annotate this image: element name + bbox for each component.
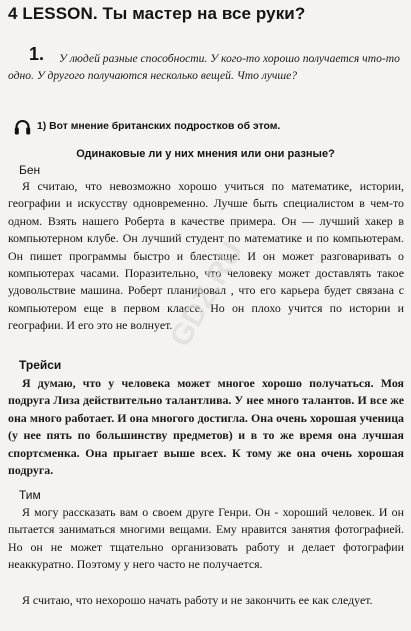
speaker-name-ben: Бен — [19, 163, 41, 177]
audio-instruction: 1) Вот мнение британских подростков об этом. — [37, 121, 281, 132]
exercise-number: 1. — [29, 44, 45, 64]
watermark-text: GDZ.RU — [163, 236, 250, 353]
lesson-title: 4 LESSON. Ты мастер на все руки? — [8, 4, 306, 23]
exercise-intro: У людей разные способности. У кого-то хорошо получается что-то одно. У другого получаются несколько вещей. Что лучше? — [8, 52, 400, 82]
speaker-text-ben: Я считаю, что невозможно хорошо учиться по математике, истории, географии и искусству одновременно. Лучше быть специалистом в чем-то одном. Взять нашего Роберта в качестве примера. Он — лучший хакер в компьютерном клубе. Он лучший студент по математике и по компьютерам. Он пишет программы быстро и блестяще. И он может разговаривать о компьютерах часами. Поразительно, что человеку может доставлять такое удовольствие машина. Роберт планировал , что его карьера будет связана с компьютером еще в первом классе. Но он плохо учится по истории и географии. И его это не волнует. — [8, 179, 404, 333]
speaker-text-tracey: Я думаю, что у человека может многое хорошо получаться. Моя подруга Лиза действительно талантлива. У нее много талантов. И все же она много работает. И она многого достигла. Она очень хорошая ученица (у нее пять по большинству предметов) и в то же время она лучшая спортсменка. Она прыгает выше всех. К тому же она очень хорошая подруга. — [8, 376, 404, 478]
speaker-name-tracey: Трейси — [19, 358, 62, 372]
speaker-text-tim-2: Я считаю, что нехорошо начать работу и не закончить ее как следует. — [22, 593, 373, 607]
headphones-icon — [14, 119, 31, 135]
speaker-name-tim: Тим — [19, 488, 41, 502]
audio-task — [14, 118, 404, 136]
task-question: Одинаковые ли у них мнения или они разные? — [76, 148, 335, 160]
speaker-text-tim-1: Я могу рассказать вам о своем друге Генри. Он - хороший человек. И он пытается заниматься многими вещами. Ему нравится занятия фотографией. Но он не может тщательно организовать работу и делает фотографии неаккуратно. Поэтому у него часто не получается. — [8, 505, 404, 572]
